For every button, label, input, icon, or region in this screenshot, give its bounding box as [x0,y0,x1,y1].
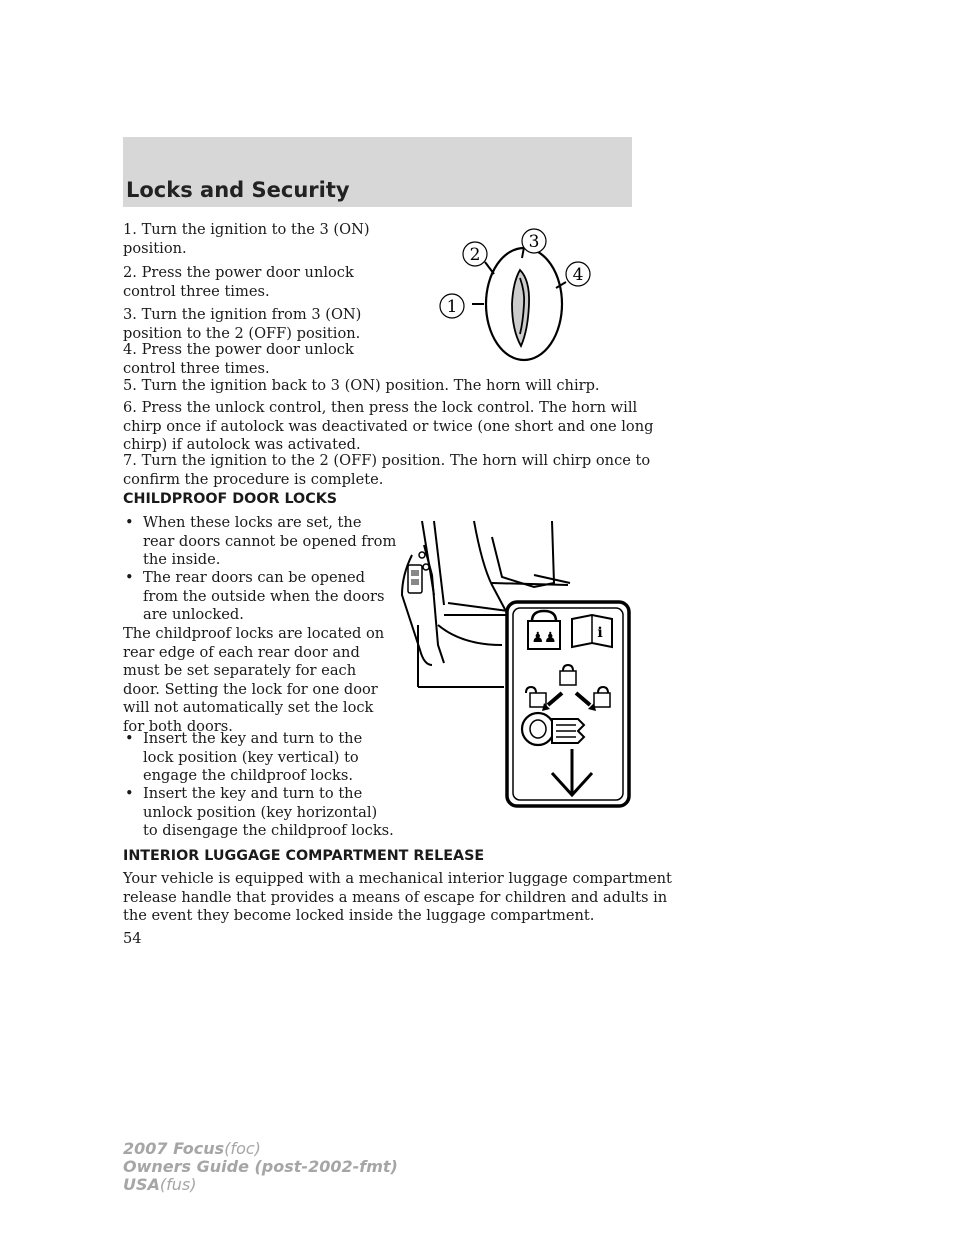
svg-text:♟♟: ♟♟ [531,630,557,646]
luggage-paragraph: Your vehicle is equipped with a mechanical interior luggage compartment release handle that provides a means of escape for children and adults in the event they become locked inside the luggage compartment. [123,870,672,924]
footer-region-code: (fus) [159,1175,197,1194]
step-6: 6. Press the unlock control, then press the lock control. The horn will chirp once if autolock was deactivated or twice (one short and one long chirp) if autolock was activated. [123,399,654,453]
svg-text:i: i [597,625,603,641]
page-number: 54 [123,930,142,947]
step-2: 2. Press the power door unlock control three times. [123,264,354,300]
childproof-heading: CHILDPROOF DOOR LOCKS [123,491,338,507]
step-1: 1. Turn the ignition to the 3 (ON) position. [123,221,370,257]
step-4: 4. Press the power door unlock control three times. [123,341,354,377]
footer-model-code: (foc) [224,1139,261,1158]
step-7: 7. Turn the ignition to the 2 (OFF) position. The horn will chirp once to confirm the procedure is complete. [123,452,651,488]
document-footer [123,1140,398,1194]
ignition-label-1: 1 [446,297,458,317]
step-3: 3. Turn the ignition from 3 (ON) position to the 2 (OFF) position. [123,306,362,342]
ignition-label-3: 3 [528,232,540,252]
childproof-paragraph: The childproof locks are located on rear edge of each rear door and must be set separately for each door. Setting the lock for one door will not automatically set the lock for both doors. [123,625,385,735]
page-title: Locks and Security [126,178,350,202]
footer-model: 2007 Focus [123,1139,225,1158]
ignition-label-4: 4 [572,265,584,285]
footer-guide: Owners Guide (post-2002-fmt) [123,1157,398,1176]
childproof-lock-illustration [392,515,637,810]
step-5: 5. Turn the ignition back to 3 (ON) position. The horn will chirp. [123,377,600,394]
ignition-diagram [430,222,600,362]
footer-region: USA [123,1175,160,1194]
ignition-label-2: 2 [469,245,481,265]
luggage-heading: INTERIOR LUGGAGE COMPARTMENT RELEASE [123,848,485,864]
